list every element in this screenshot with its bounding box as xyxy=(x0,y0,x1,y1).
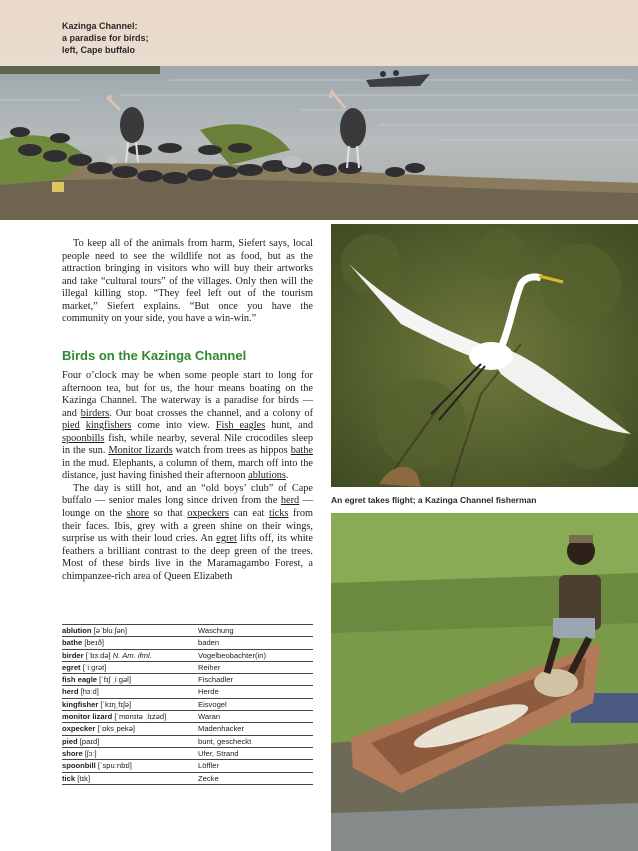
glossary-translation: Eisvogel xyxy=(198,698,313,710)
caption-line: Kazinga Channel: xyxy=(62,21,138,31)
glossary-word: shore xyxy=(62,748,83,758)
glossary-row xyxy=(62,686,313,698)
glossary-translation: Zecke xyxy=(198,772,313,784)
glossary-word: egret xyxy=(62,662,81,672)
glossary-row xyxy=(62,723,313,735)
glossary-row xyxy=(62,711,313,723)
glossary-row xyxy=(62,637,313,649)
glossary-pronunciation: [əˈbluːʃən] xyxy=(93,626,128,635)
glossary-word: ablution xyxy=(62,626,92,635)
glossary-row xyxy=(62,674,313,686)
glossary-translation: bunt, gescheckt xyxy=(198,735,313,747)
kazinga-channel-photo xyxy=(0,0,638,220)
glossary-word: bathe xyxy=(62,638,83,648)
glossary-translation: Herde xyxy=(198,686,313,698)
egret-caption: An egret takes flight; a Kazinga Channel fisherman xyxy=(331,495,537,505)
glossary-row xyxy=(62,760,313,772)
body-paragraph-1: Four o’clock may be when some people start to long for afternoon tea, but for us, the hour means boating on the Kazinga Channel. The waterway is a paradise for birds — and birders. Our boat crosses the channel, and a colony of pied kingfishers come into view. Fish eagles hunt, and spoonbills fish, while nearby, several Nile crocodiles sleep in the sun. Monitor lizards watch from trees as hippos bathe in the mud. Elephants, a column of them, march off into the distance, just having finished their afternoon ablutions. xyxy=(62,370,314,482)
glossary-term-shore: shore xyxy=(126,508,149,520)
glossary-term-monitor-lizards: Monitor lizards xyxy=(108,445,173,457)
glossary-word: kingfisher xyxy=(62,699,99,709)
glossary-translation: Waran xyxy=(198,711,313,723)
glossary-term-ablutions: ablutions xyxy=(248,470,286,482)
glossary-pronunciation: [tɪk] xyxy=(77,773,91,783)
glossary-word: pied xyxy=(62,736,78,746)
glossary-term-herd: herd xyxy=(280,495,300,507)
glossary-term-fish-eagles: Fish eagles xyxy=(215,420,266,432)
glossary-usage-note: N. Am. ifml. xyxy=(112,650,152,660)
glossary-pronunciation: [ʃɔː] xyxy=(84,748,97,758)
glossary-row xyxy=(62,625,313,637)
glossary-term-bathe: bathe xyxy=(290,445,313,457)
article-body xyxy=(62,370,313,583)
glossary-term-ticks: ticks xyxy=(268,508,289,520)
caption-line: a paradise for birds; xyxy=(62,33,149,43)
glossary-row xyxy=(62,747,313,759)
glossary-term-oxpeckers: oxpeckers xyxy=(187,508,229,520)
glossary-row xyxy=(62,735,313,747)
glossary-word: fish eagle xyxy=(62,675,98,685)
glossary-translation: Ufer, Strand xyxy=(198,747,313,759)
glossary-translation: Löffler xyxy=(198,760,313,772)
glossary-word: oxpecker xyxy=(62,724,96,734)
section-heading: Birds on the Kazinga Channel xyxy=(62,348,247,363)
glossary-word: herd xyxy=(62,687,79,697)
glossary-pronunciation: [paɪd] xyxy=(79,736,100,746)
glossary-term-kingfishers: kingfishers xyxy=(85,420,132,432)
glossary-word: birder xyxy=(62,650,84,660)
glossary-pronunciation: [beɪð] xyxy=(84,638,104,648)
egret-illustration xyxy=(331,224,638,487)
glossary-row xyxy=(62,698,313,710)
glossary-pronunciation: [ˈbɜːdə] xyxy=(85,650,111,660)
glossary-row xyxy=(62,772,313,784)
glossary-pronunciation: [ˈspuːnbɪl] xyxy=(97,761,132,771)
glossary-translation: Fischadler xyxy=(198,674,313,686)
top-photo-caption xyxy=(62,20,149,56)
glossary-term-pied: pied xyxy=(62,420,80,432)
glossary-row xyxy=(62,661,313,673)
glossary-term-spoonbills: spoonbills xyxy=(62,432,105,444)
glossary-translation: Madenhacker xyxy=(198,723,313,735)
glossary-word: spoonbill xyxy=(62,761,96,771)
glossary-pronunciation: [ˈmɒnɪtə ˌlɪzəd] xyxy=(114,712,167,722)
glossary-translation: Vogelbeobachter(in) xyxy=(198,649,313,661)
glossary-pronunciation: [ˈɒksˌpekə] xyxy=(97,724,136,734)
intro-paragraph: To keep all of the animals from harm, Siefert says, local people need to see the wildlife not as food, but as the attraction bringing in visitors who will buy their artworks and take “cultural tours” of the villages. Only then will the illegal killing stop. “They feel left out of the tourism market,” Siefert explains. “But once you have the community on your side, you have a win-win.” xyxy=(62,238,313,325)
glossary-translation: Reiher xyxy=(198,661,313,673)
glossary-translation: baden xyxy=(198,637,313,649)
glossary-pronunciation: [ˈkɪŋˌfɪʃə] xyxy=(100,699,132,709)
glossary-word: monitor lizard xyxy=(62,712,113,722)
fisherman-canoe-illustration xyxy=(331,513,638,851)
glossary-pronunciation: [ˈfɪʃ ˌiːɡəl] xyxy=(99,675,131,685)
body-paragraph-2: The day is still hot, and an “old boys’ club” of Cape buffalo — senior males long since driven from the herd — lounge on the shore so that oxpeckers can eat ticks from their faces. Ibis, grey with a green shine on their wings, surprise us with their loud cries. An egret lifts off, its white feathers a brilliant contrast to the deep green of the trees. Most of these birds live in the Maramagambo Forest, a chimpanzee-rich area of Queen Elizabeth xyxy=(62,482,314,582)
glossary-row xyxy=(62,649,313,661)
glossary-pronunciation: [hɜːd] xyxy=(80,687,99,697)
glossary-pronunciation: [ˈiːɡrət] xyxy=(82,662,107,672)
glossary-translation: Waschung xyxy=(198,625,313,637)
glossary-term-birders: birders xyxy=(80,407,110,419)
intro-paragraph-block xyxy=(62,238,313,326)
glossary-term-egret: egret xyxy=(216,533,237,545)
fisherman-photo xyxy=(331,513,638,851)
egret-photo xyxy=(331,224,638,487)
caption-line: left, Cape buffalo xyxy=(62,45,136,55)
glossary-word: tick xyxy=(62,773,76,783)
vocabulary-glossary xyxy=(62,624,313,785)
